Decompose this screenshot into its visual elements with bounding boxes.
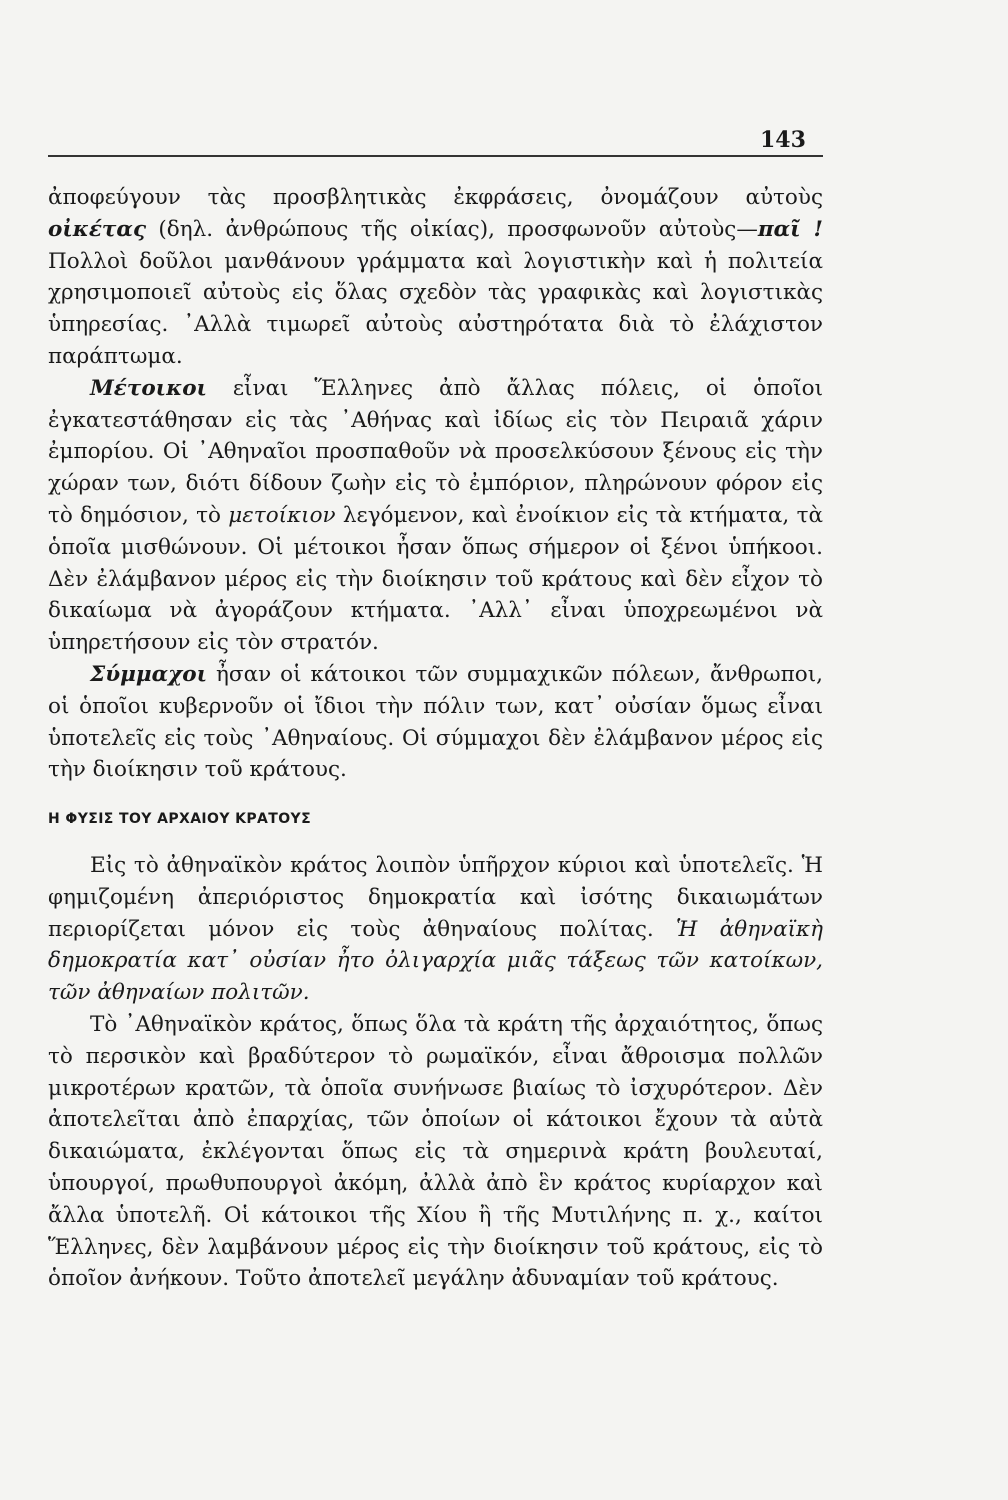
text-span: Πολλοὶ δοῦλοι μανθάνουν γράμματα καὶ λογιστικὴν καὶ ἡ πολιτεία χρησιμοποιεῖ αὐτοὺς εἰς ὅλας σχεδὸν τὰς γραφικὰς καὶ λογιστικὰς ὑπηρεσίας. ᾿Αλλὰ τιμωρεῖ αὐτοὺς αὐστηρότατα διὰ τὸ ἐλάχιστον παράπτωμα. — [48, 248, 823, 369]
text-span: λεγόμενον, καὶ ἐνοίκιον εἰς τὰ κτήματα, τὰ ὁποῖα μισθώνουν. Οἱ μέτοικοι ἦσαν ὅπως σήμερον οἱ ξένοι ὑπήκοοι. Δὲν ἐλάμβανον μέρος εἰς τὴν διοίκησιν τοῦ κράτους καὶ δὲν εἶχον τὸ δικαίωμα νὰ ἀγοράζουν κτήματα. ᾿Αλλ᾿ εἶναι ὑποχρεωμένοι νὰ ὑπηρετήσουν εἰς τὸν στρατόν. — [48, 502, 823, 656]
term-symmachoi: Σύμμαχοι — [90, 661, 208, 687]
section-heading: Η ΦΥΣΙΣ ΤΟΥ ΑΡΧΑΙΟΥ ΚΡΑΤΟΥΣ — [48, 811, 312, 828]
paragraph-slaves — [48, 182, 823, 373]
text-span: ἀποφεύγουν τὰς προσβλητικὰς ἐκφράσεις, ὀνομάζουν αὐτοὺς — [48, 185, 823, 210]
term-metoikoi: Μέτοικοι — [90, 375, 207, 401]
italic-term: μετοίκιον — [228, 502, 336, 528]
page-number: 143 — [760, 127, 806, 153]
paragraph-nature — [48, 850, 823, 1009]
text-span: εἶναι Ἕλληνες ἀπὸ ἄλλας πόλεις, οἱ ὁποῖοι ἐγκατεστάθησαν εἰς τὰς ᾿Αθήνας καὶ ἰδίως εἰς τὸν Πειραιᾶ χάριν ἐμπορίου. Οἱ ᾿Αθηναῖοι προσπαθοῦν νὰ προσελκύσουν ξένους εἰς τὴν χώραν των, διότι δίδουν ζωὴν εἰς τὸ ἐμπόριον, πληρώνουν φόρον εἰς τὸ δημόσιον, τὸ — [48, 375, 823, 528]
header-rule — [48, 155, 823, 157]
italic-term: οἰκέτας — [48, 216, 147, 242]
text-span: Τὸ ᾿Αθηναϊκὸν κράτος, ὅπως ὅλα τὰ κράτη τῆς ἀρχαιότητος, ὅπως τὸ περσικὸν καὶ βραδύτερον τὸ ρωμαϊκόν, εἶναι ἄθροισμα πολλῶν μικροτέρων κρατῶν, τὰ ὁποῖα συνήνωσε βιαίως τὸ ἰσχυρότερον. Δὲν ἀποτελεῖται ἀπὸ ἐπαρχίας, τῶν ὁποίων οἱ κάτοικοι ἔχουν τὰ αὐτὰ δικαιώματα, ἐκλέγονται ὅπως εἰς τὰ σημερινὰ κράτη βουλευταί, ὑπουργοί, πρωθυπουργοὶ ἀκόμη, ἀλλὰ ἀπὸ ἓν κράτος κυρίαρχον καὶ ἄλλα ὑποτελῆ. Οἱ κάτοικοι τῆς Χίου ἢ τῆς Μυτιλήνης π. χ., καίτοι Ἕλληνες, δὲν λαμβάνουν μέρος εἰς τὴν διοίκησιν τοῦ κράτους, εἰς τὸ ὁποῖον ἀνήκουν. Τοῦτο ἀποτελεῖ μεγάλην ἀδυναμίαν τοῦ κράτους. — [48, 1011, 823, 1292]
italic-term: παῖ ! — [757, 216, 823, 242]
italic-sentence: Ἡ ἀθηναϊκὴ δημοκρατία κατ᾿ οὐσίαν ἦτο ὀλιγαρχία μιᾶς τάξεως τῶν κατοίκων, τῶν ἀθηναίων πολιτῶν. — [48, 916, 823, 1006]
text-span: (δηλ. ἀνθρώπους τῆς οἰκίας), προσφωνοῦν αὐτοὺς— — [146, 216, 758, 242]
paragraph-metics — [48, 373, 823, 659]
paragraph-state — [48, 1009, 823, 1295]
text-span: ἦσαν οἱ κάτοικοι τῶν συμμαχικῶν πόλεων, ἄνθρωποι, οἱ ὁποῖοι κυβερνοῦν οἱ ἴδιοι τὴν πόλιν των, κατ᾿ οὐσίαν ὅμως εἶναι ὑποτελεῖς εἰς τοὺς ᾿Αθηναίους. Οἱ σύμμαχοι δὲν ἐλάμβανον μέρος εἰς τὴν διοίκησιν τοῦ κράτους. — [48, 661, 823, 783]
page-body — [48, 182, 823, 1295]
paragraph-allies — [48, 659, 823, 786]
text-span: Εἰς τὸ ἀθηναϊκὸν κράτος λοιπὸν ὑπῆρχον κύριοι καὶ ὑποτελεῖς. Ἡ φημιζομένη ἀπεριόριστος δημοκρατία καὶ ἰσότης δικαιωμάτων περιορίζεται μόνον εἰς τοὺς ἀθηναίους πολίτας. — [48, 852, 823, 942]
